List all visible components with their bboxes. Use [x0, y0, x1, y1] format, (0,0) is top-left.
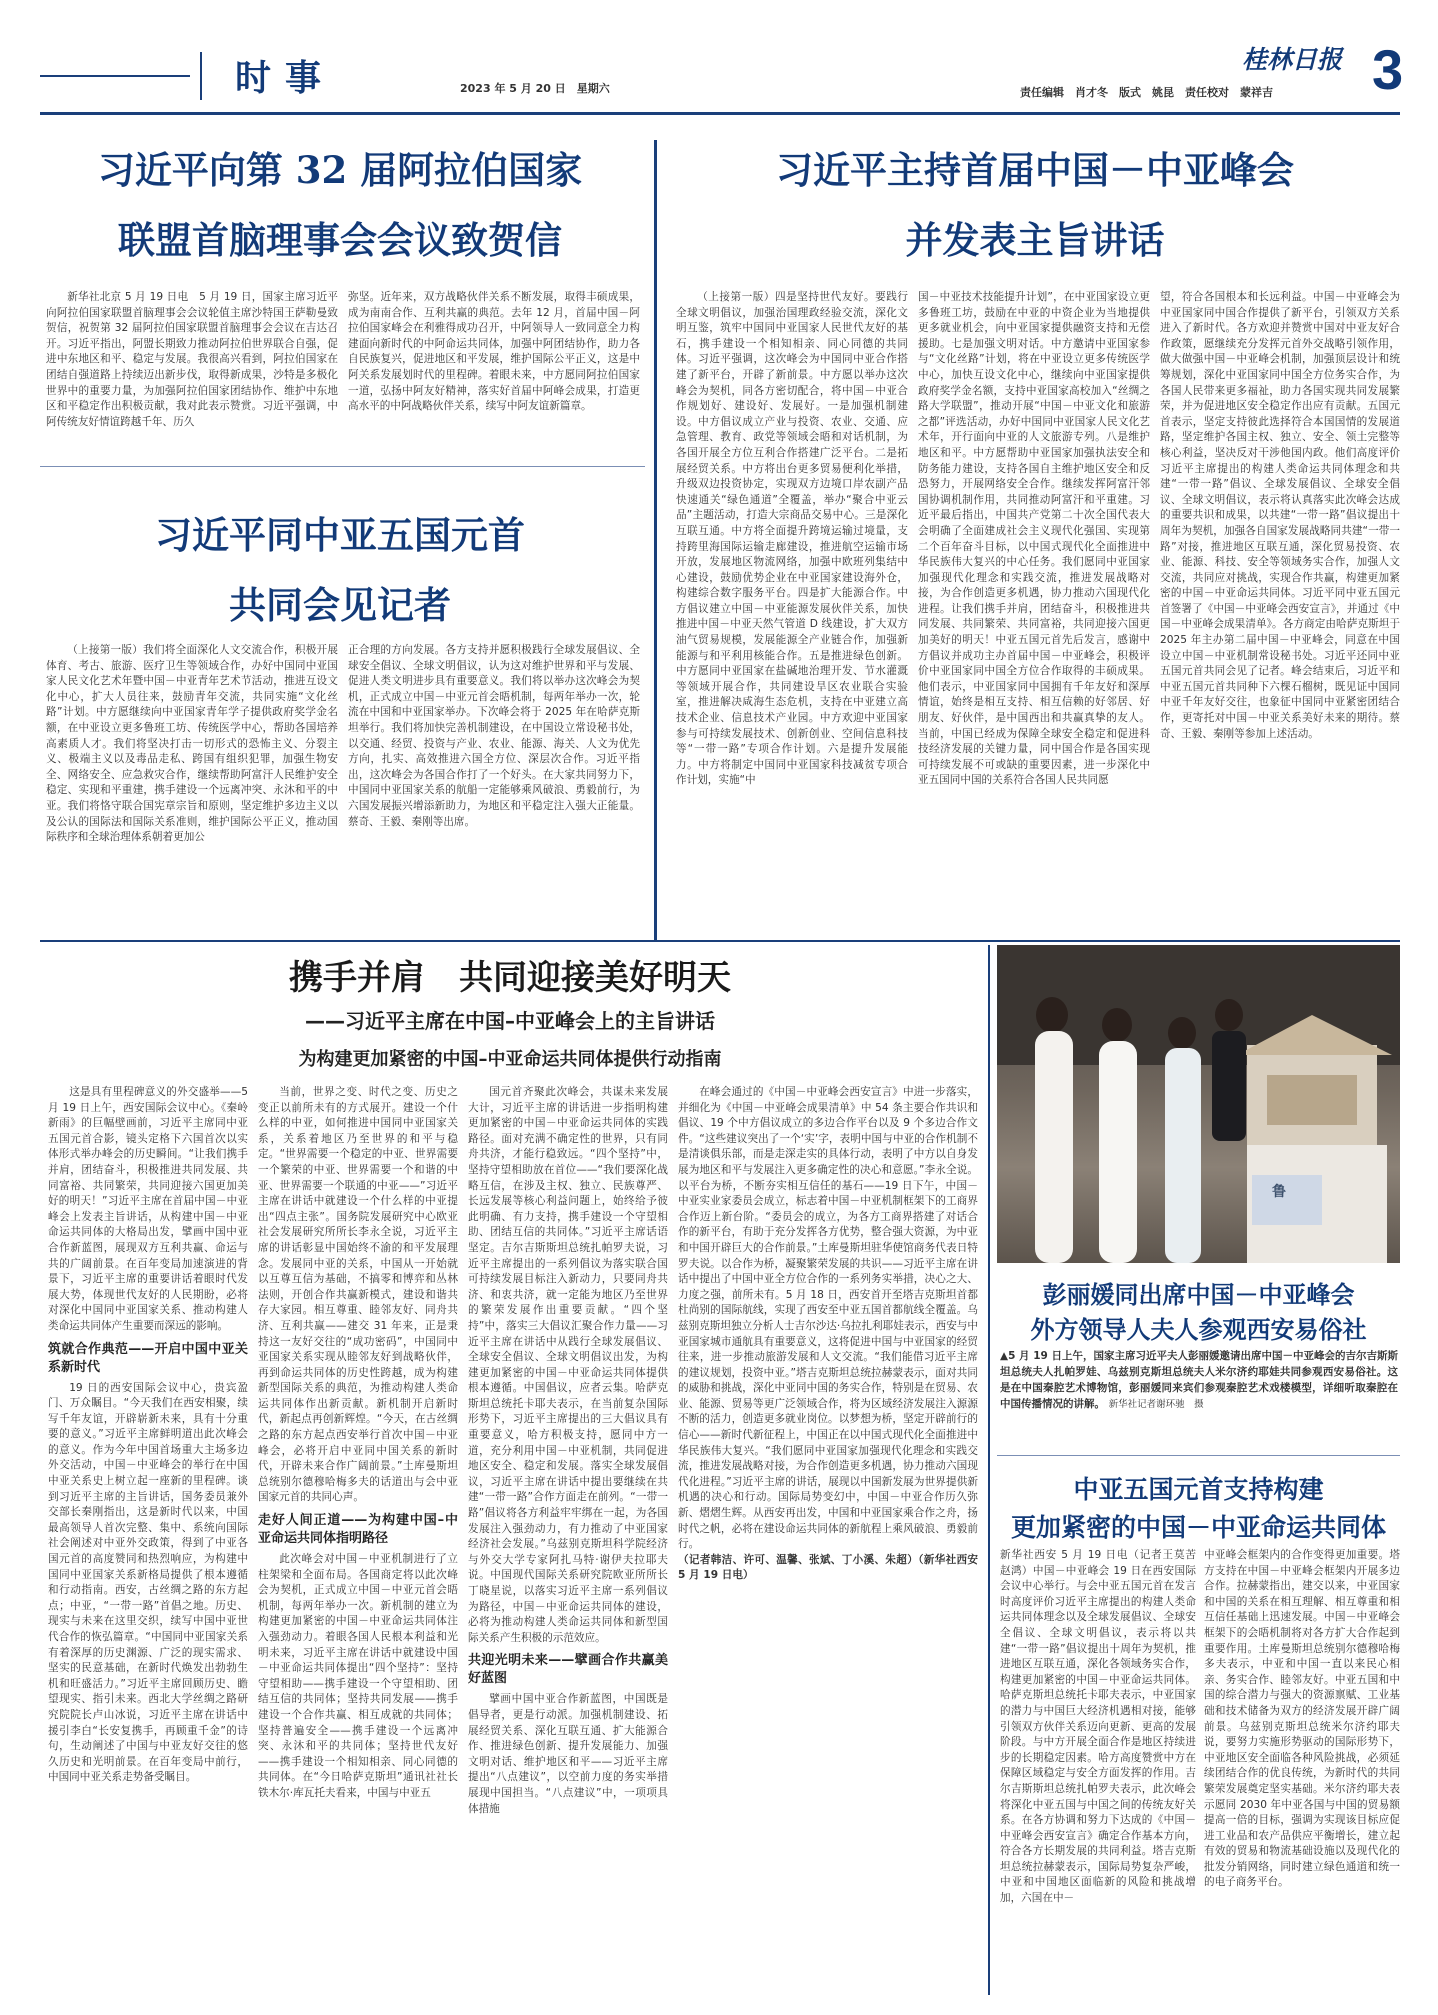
article5-column-2: 中亚峰会框架内的合作变得更加重要。塔方支持在中国－中亚峰会框架内开展多边合作。拉赫蒙指出，建交以来，中亚国家和中国的关系在相互理解、相互尊重和相互信任基础上迅速发展。中国－中亚峰会框架下的会晤机制将对各方扩大合作起到重要作用。土库曼斯坦总统别尔德穆哈梅多夫表示，中亚和中国一直以来民心相亲、务实合作、睦邻友好。中亚五国和中国的综合潜力与强大的资源禀赋、工业基础和技术储备为双方的经济发展开辟广阔前景。乌兹别克斯坦总统米尔济约耶夫说，要努力实施形势驱动的国际形势下，中亚地区安全面临各种风险挑战，必须延续团结合作的优良传统，为新时代的共同繁荣发展奠定坚实基础。米尔济约耶夫表示愿同 2030 年中亚各国与中国的贸易额提高一倍的目标，强调为实现该目标应促进工业品和农产品供应平衡增长，建立起有效的贸易和物流基础设施以及现代化的批发分销网络，同时建立绿色通道和统一的电子商务平台。: [1204, 1549, 1400, 1889]
article4-section-head-2: 走好人间正道——为构建中国–中亚命运共同体指明路径: [258, 1513, 458, 1547]
article4-column-3: 国元首齐聚此次峰会，共谋未来发展大计，习近平主席的讲话进一步指明构建更加紧密的中国－中亚命运共同体的实践路径。面对充满不确定性的世界，只有同舟共济，才能行稳致远。“四个坚持”中，坚持守望相助放在首位——“我们要深化战略互信，在涉及主权、独立、民族尊严、长远发展等核心利益问题上，始终给予彼此明确、有力支持，携手建设一个守望相助、团结互信的共同体。”习近平主席话语坚定。吉尔吉斯斯坦总统扎帕罗夫说，习近平主席提出的一系列倡议为落实联合国可持续发展目标注入新动力，只要同舟共济、和衷共济，就一定能为地区乃至世界的繁荣发展作出重要贡献。“四个坚持”中，落实三大倡议汇聚合作力量——习近平主席在讲话中从践行全球发展倡议、全球安全倡议、全球文明倡议出发，为构建更加紧密的中国－中亚命运共同体提供根本遵循。中国倡议，应者云集。哈萨克斯坦总统托卡耶夫表示，在当前复杂国际形势下，习近平主席提出的三大倡议具有重要意义，哈方积极支持，愿同中方一道，充分利用中国－中亚机制，共同促进地区安全、稳定和发展。落实全球发展倡议，习近平主席在讲话中提出要继续在共建“一带一路”合作方面走在前列。“一带一路”倡议将各方利益牢牢绑在一起，为各国发展注入强劲动力，有力推动了中亚国家经济社会发展。”乌兹别克斯坦科学院经济与外交大学专家阿扎马特·谢伊夫拉耶夫说。中国现代国际关系研究院欧亚所所长丁晓星说，以落实习近平主席一系列倡议为路径，中国－中亚命运共同体的建设，必将为推动构建人类命运共同体和新型国际关系产生积极的示范效应。 共迎光明未来——擘画合作共赢美好蓝图 擘画中国中亚合作新蓝图，中国既是倡导者，更是行动派。加强机制建设、拓展经贸关系、深化互联互通、扩大能源合作、推进绿色创新、提升发展能力、加强文明对话、维护地区和平——习近平主席提出“八点建议”，以空前力度的务实举措展现中国担当。“八点建议”中，一项项具体措施: [468, 1086, 668, 1815]
article2-column-1: （上接第一版）四是坚持世代友好。要践行全球文明倡议，加强治国理政经验交流，深化文明互鉴，筑牢中国同中亚国家人民世代友好的基石，携手建设一个相知相亲、同心同德的共同体。习近平强调，这次峰会为中国同中亚合作搭建了新平台，开辟了新前景。中方愿以举办这次峰会为契机，同各方密切配合，将中国－中亚合作规划好、建设好、发展好。一是加强机制建设。中方倡议成立产业与投资、农业、交通、应急管理、教育、政党等领域会晤和对话机制，为各国开展全方位互利合作搭建广泛平台。二是拓展经贸关系。中方将出台更多贸易便利化举措，升级双边投资协定，实现双方边境口岸农副产品快速通关“绿色通道”全覆盖，举办“聚合中亚云品”主题活动，打造大宗商品交易中心。三是深化互联互通。中方将全面提升跨境运输过境量，支持跨里海国际运输走廊建设，推进航空运输市场开放，发展地区物流网络，加强中欧班列集结中心建设，鼓励优势企业在中亚国家建设海外仓，构建综合数字服务平台。四是扩大能源合作。中方倡议建立中国－中亚能源发展伙伴关系，加快推进中国－中亚天然气管道 D 线建设，扩大双方油气贸易规模，发展能源全产业链合作，加强新能源与和平利用核能合作。五是推进绿色创新。中方愿同中亚国家在盐碱地治理开发、节水灌溉等领域开展合作，共同建设旱区农业联合实验室，推进解决咸海生态危机，支持在中亚建立高技术企业、信息技术产业园。中方欢迎中亚国家参与可持续发展技术、创新创业、空间信息科技等“一带一路”专项合作计划。六是提升发展能力。中方将制定中国同中亚国家科技减贫专项合作计划，实施“中: [676, 291, 908, 787]
article2-title-line1: 习近平主持首届中国－中亚峰会: [776, 148, 1294, 192]
article4-column-1: 这是具有里程碑意义的外交盛举——5 月 19 日上午，西安国际会议中心。《秦岭新雨》的巨幅壁画前，习近平主席同中亚五国元首合影，镜头定格下六国首次以实体形式举办峰会的历史瞬间。“让我们携手并肩，团结奋斗，积极推进共同发展、共同富裕、共同繁荣，共同迎接六国更加美好的明天！”习近平主席在首届中国－中亚峰会上发表主旨讲话，从构建中国－中亚命运共同体的大格局出发，擘画中国中亚合作新蓝图，展现双方互利共赢、命运与共的广阔前景。在百年变局加速演进的背景下，习近平主席的重要讲话着眼时代发展大势，体现世代友好的人民期盼，必将对深化中国同中亚国家关系、推动构建人类命运共同体产生重要而深远的影响。 筑就合作典范——开启中国中亚关系新时代 19 日的西安国际会议中心，贵宾盈门、万众瞩目。“今天我们在西安相聚，续写千年友谊，开辟崭新未来，具有十分重要的意义。”习近平主席鲜明道出此次峰会的意义。作为今年中国首场重大主场多边外交活动，中国－中亚峰会的举行在中国中亚关系史上树立起一座新的里程碑。谈到习近平主席的主旨讲话，国务委员兼外交部长秦刚指出，这是新时代以来，中国最高领导人首次完整、集中、系统向国际社会阐述对中亚外交政策，得到了中亚各国元首的高度赞同和热烈响应，为构建中国同中亚国家关系新格局提供了根本遵循和行动指南。西安，古丝绸之路的东方起点；中亚，“一带一路”首倡之地。历史、现实与未来在这里交织，续写中国中亚世代合作的恢弘篇章。“中国同中亚国家关系有着深厚的历史渊源、广泛的现实需求、坚实的民意基础，在新时代焕发出勃勃生机和旺盛活力。”习近平主席回顾历史、瞻望现实、指引未来。西北大学丝绸之路研究院院长卢山冰说，习近平主席在讲话中援引李白“长安复携手，再顾重千金”的诗句，生动阐述了中国与中亚友好交往的悠久历史和光明前景。在百年变局中前行，中国同中亚关系走势备受瞩目。: [48, 1086, 248, 1784]
photo-bottom-rule: [997, 1455, 1400, 1456]
masthead-divider: [200, 52, 202, 100]
paper-logo: 桂林日报: [1242, 45, 1343, 74]
photo-credit: 新华社记者谢环驰 摄: [1108, 1399, 1204, 1410]
editor-credits: 责任编辑 肖才冬 版式 姚昆 责任校对 蒙祥吉: [1020, 86, 1273, 99]
article4-byline: （记者韩洁、许可、温馨、张斌、丁小溪、朱超）（新华社西安 5 月 19 日电）: [678, 1553, 978, 1582]
article2-column-2: 国－中亚技术技能提升计划”，在中亚国家设立更多鲁班工坊，鼓励在中亚的中资企业为当地提供更多就业机会，向中亚国家提供融资支持和无偿援助。七是加强文明对话。中方邀请中亚国家参与“文化丝路”计划，将在中亚设立更多传统医学中心，加快互设文化中心，继续向中亚国家提供政府奖学金名额，支持中亚国家高校加入“丝绸之路大学联盟”，推动开展“中国－中亚文化和旅游之都”评选活动，办好中国同中亚国家人民文化艺术年，开行面向中亚的人文旅游专列。八是维护地区和平。中方愿帮助中亚国家加强执法安全和防务能力建设，支持各国自主维护地区安全和反恐努力，开展网络安全合作。继续发挥阿富汗邻国协调机制作用，共同推动阿富汗和平重建。习近平最后指出，中国共产党第二十次全国代表大会明确了全面建成社会主义现代化强国、实现第二个百年奋斗目标，以中国式现代化全面推进中华民族伟大复兴的中心任务。我们愿同中亚国家加强现代化理念和实践交流，推进发展战略对接，为合作创造更多机遇，协力推动六国现代化进程。让我们携手并肩，团结奋斗，积极推进共同发展、共同繁荣、共同富裕，共同迎接六国更加美好的明天！中亚五国元首先后发言，感谢中方倡议并成功主办首届中国－中亚峰会，积极评价中亚国家同中国全方位合作取得的丰硕成果。他们表示，中亚国家同中国拥有千年友好和深厚情谊，始终是相互支持、相互信赖的好邻居、好朋友、好伙伴，是中国西出和共赢真挚的友人。当前，中国已经成为保障全球安全稳定和促进科技经济发展的关键力量，同中国合作是各国实现可持续发展不可或缺的重要因素，进一步深化中亚五国同中国的关系符合各国人民共同愿: [918, 291, 1150, 787]
article3-column-1: （上接第一版）我们将全面深化人文交流合作，积极开展体育、考古、旅游、医疗卫生等领域合作，办好中国同中亚国家人民文化艺术年暨中国－中亚青年艺术节活动，推进互设文化中心，扩大人员往来，鼓励青年交流，共同实施“文化丝路”计划。中方愿继续向中亚国家青年学子提供政府奖学金名额，在中亚设立更多鲁班工坊、传统医学中心，帮助各国培养高素质人才。我们将坚决打击一切形式的恐怖主义、分裂主义、极端主义以及毒品走私、跨国有组织犯罪，加强生物安全、网络安全、应急救灾合作，继续帮助阿富汗人民维护安全稳定、实现和平重建，携手建设一个远离冲突、永沐和平的中亚。我们将恪守联合国宪章宗旨和原则，坚定维护多边主义以及公认的国际法和国际关系准则，维护国际公平正义，推动国际秩序和全球治理体系朝着更加公: [46, 644, 338, 844]
article1-title-line1: 习近平向第 32 届阿拉伯国家: [97, 148, 583, 192]
masthead-bottom-rule: [40, 112, 1400, 115]
article2-title-line2: 并发表主旨讲话: [905, 218, 1165, 262]
article1-column-1: 新华社北京 5 月 19 日电 5 月 19 日，国家主席习近平向阿拉伯国家联盟首脑理事会会议轮值主席沙特国王萨勒曼致贺信，祝贺第 32 届阿拉伯国家联盟首脑理事会会议在吉达召开。习近平指出，阿盟长期致力推动阿拉伯世界联合自强，促进中东地区和平、稳定与发展。我很高兴看到，阿拉伯国家在团结自强道路上持续迈出新步伐，取得新成果，沙特是多极化世界中的重要力量，为加强阿拉伯国家团结协作、维护中东地区和平稳定作出积极贡献，我对此表示赞赏。习近平强调，中阿传统友好情谊跨越千年、历久: [46, 291, 338, 428]
article4-subtitle: ——习近平主席在中国–中亚峰会上的主旨讲话: [305, 1009, 715, 1033]
bottom-column-divider: [988, 945, 990, 1995]
article5-title-line2: 更加紧密的中国－中亚命运共同体: [1010, 1513, 1386, 1542]
article4-title: 携手并肩 共同迎接美好明天: [289, 958, 731, 998]
article5-column-1: 新华社西安 5 月 19 日电（记者王莫苦 赵鸿）中国－中亚峰会 19 日在西安国际会议中心举行。与会中亚五国元首在发言时高度评价习近平主席提出的构建人类命运共同体理念以及全球发展倡议、全球安全倡议、全球文明倡议，表示将以共建“一带一路”倡议提出十周年为契机，推进地区互联互通，深化各领域务实合作，构建更加紧密的中国－中亚命运共同体。哈萨克斯坦总统托卡耶夫表示，中亚国家的潜力与中国巨大经济机遇相对接，能够引领双方伙伴关系迈向更新、更高的发展阶段。与中方开展全面合作是地区持续进步的长期稳定因素。哈方高度赞赏中方在保障区域稳定与安全方面发挥的作用。吉尔吉斯斯坦总统扎帕罗夫表示，此次峰会将深化中亚五国与中国之间的传统友好关系。在各方协调和努力下达成的《中国－中亚峰会西安宣言》确定合作基本方向，符合各方长期发展的共同利益。塔吉克斯坦总统拉赫蒙表示，国际局势复杂严峻，中亚和中国地区面临新的风险和挑战增加，六国在中－: [1000, 1549, 1207, 1905]
photo-caption: ▲5 月 19 日上午，国家主席习近平夫人彭丽媛邀请出席中国－中亚峰会的吉尔吉斯斯坦总统夫人扎帕罗娃、乌兹别克斯坦总统夫人米尔济约耶娃共同参观西安易俗社。这是在中国秦腔艺术博物馆，彭丽媛同来宾们参观秦腔艺术戏楼模型，详细听取秦腔在中国传播情况的讲解。 新华社记者谢环驰 摄: [1000, 1350, 1398, 1410]
article5-title-line1: 中亚五国元首支持构建: [1073, 1475, 1324, 1504]
article4-section-head-3: 共迎光明未来——擘画合作共赢美好蓝图: [468, 1653, 668, 1687]
photo-headline-line1: 彭丽媛同出席中国－中亚峰会: [1042, 1280, 1355, 1309]
section-title: 时事: [235, 57, 336, 99]
news-photo: [997, 945, 1400, 1263]
page-number: 3: [1372, 38, 1404, 101]
article4-deck: 为构建更加紧密的中国–中亚命运共同体提供行动指南: [298, 1049, 722, 1070]
article3-column-2: 正合理的方向发展。各方支持并愿积极践行全球发展倡议、全球安全倡议、全球文明倡议，认为这对维护世界和平与发展、促进人类文明进步具有重要意义。我们将以举办这次峰会为契机，正式成立中国－中亚元首会晤机制，每两年举办一次，轮流在中国和中亚国家举办。下次峰会将于 2025 年在哈萨克斯坦举行。我们将加快完善机制建设，在中国设立常设秘书处，以交通、经贸、投资与产业、农业、能源、海关、人文为优先方向，扎实、高效推进六国全方位、深层次合作。习近平指出，这次峰会为各国合作打了一个好头。在大家共同努力下，中国同中亚国家关系的航船一定能够乘风破浪、勇毅前行，为六国发展振兴增添新助力，为地区和平稳定注入强大正能量。蔡奇、王毅、秦刚等出席。: [348, 644, 640, 828]
photo-headline-line2: 外方领导人夫人参观西安易俗社: [1030, 1315, 1367, 1344]
article4-column-4: 在峰会通过的《中国－中亚峰会西安宣言》中进一步落实，并细化为《中国－中亚峰会成果清单》中 54 条主要合作共识和倡议、19 个中方倡议成立的多边合作平台以及 9 个多边合作文件。“这些建议突出了一个‘实’字，表明中国与中亚的合作机制不是清谈俱乐部，而是走深走实的具体行动，表明了中方以自身发展为地区和平与发展注入更多确定性的决心和意愿。”李永全说。以平台为桥，不断夯实相互信任的基石——19 日下午，中国－中亚实业家委员会成立，标志着中国－中亚机制框架下的工商界合作迈上新台阶。“委员会的成立，为各方工商界搭建了对话合作的新平台，有助于充分发挥各方优势，整合强大资源，为中亚和中国开辟巨大的合作前景。”土库曼斯坦驻华使馆商务代表日特罗夫说。以合作为桥，凝聚繁荣发展的共识——习近平主席在讲话中提出了中国中亚全方位合作的一系列务实举措，决心之大、力度之强，前所未有。5 月 18 日，西安首开至塔吉克斯坦首都杜尚别的国际航线，实现了西安至中亚五国首都航线全覆盖。乌兹别克斯坦独立分析人士吉尔沙达·乌拉扎利耶娃表示，西安与中亚国家城市通航具有重要意义，这将促进中国与中亚国家的经贸往来，进一步推动旅游发展和人文交流。“我们能借习近平主席的建议规划，投资中亚。”塔吉克斯坦总统拉赫蒙表示，面对共同的威胁和挑战，深化中亚同中国的务实合作，特别是在贸易、农业、能源、贸易等更广泛领域合作，将为区域经济发展注入源源不断的活力，创造更多就业岗位。以梦想为桥，坚定开辟前行的信心——新时代新征程上，中国正在以中国式现代化全面推进中华民族伟大复兴。“我们愿同中亚国家加强现代化理念和实践交流，推进发展战略对接，为合作创造更多机遇，协力推动六国现代化进程。”习近平主席的讲话，展现以中国新发展为世界提供新机遇的决心和行动。国际局势变幻中，中国－中亚合作历久弥新、熠熠生辉。从西安再出发，中国和中亚国家乘合作之舟，扬时代之帆，必将在建设命运共同体的新航程上乘风破浪、勇毅前行。 （记者韩洁、许可、温馨、张斌、丁小溪、朱超）（新华社西安 5 月 19 日电）: [678, 1085, 978, 1990]
issue-date: 2023 年 5 月 20 日 星期六: [460, 82, 610, 95]
photo-display-sign-text: 鲁: [1272, 1184, 1286, 1200]
top-column-divider: [654, 140, 657, 940]
photo-scene-illustration: [997, 945, 1400, 1263]
article1-divider: [40, 466, 645, 467]
article3-title-line1: 习近平同中亚五国元首: [155, 513, 525, 557]
mid-page-rule: [40, 940, 1400, 942]
article1-title-line2: 联盟首脑理事会会议致贺信: [118, 218, 562, 262]
masthead-left-rule: [40, 75, 190, 77]
article3-title-line2: 共同会见记者: [229, 583, 451, 627]
article4-section-head-1: 筑就合作典范——开启中国中亚关系新时代: [48, 1341, 248, 1375]
article4-column-2: 当前，世界之变、时代之变、历史之变正以前所未有的方式展开。建设一个什么样的中亚，如何推进中国同中亚国家关系，关系着地区乃至世界的和平与稳定。“世界需要一个稳定的中亚、世界需要一个繁荣的中亚、世界需要一个和谐的中亚、世界需要一个联通的中亚——”习近平主席在讲话中就建设一个什么样的中亚提出“四点主张”。国务院发展研究中心欧亚社会发展研究所所长李永全说，习近平主席的讲话彰显中国始终不渝的和平发展理念。发展同中亚的关系，中国从一开始就以互尊互信为基础，不搞零和博弈和丛林法则，开创合作共赢新模式，建设和谐共存大家园。相互尊重、睦邻友好、同舟共济、互利共赢——建交 31 年来，正是秉持这一友好交往的“成功密码”，中国同中亚国家关系实现从睦邻友好到战略伙伴，再到命运共同体的历史性跨越，成为构建新型国际关系的典范，为推动构建人类命运共同体作出新贡献。新机制开启新时代，新起点再创新辉煌。“今天，在古丝绸之路的东方起点西安举行首次中国－中亚峰会，必将开启中亚同中国关系的新时代，开辟未来合作广阔前景。”土库曼斯坦总统别尔德穆哈梅多夫的话道出与会中亚国家元首的共同心声。 走好人间正道——为构建中国–中亚命运共同体指明路径 此次峰会对中国－中亚机制进行了立柱架梁和全面布局。各国商定将以此次峰会为契机，正式成立中国－中亚元首会晤机制，每两年举办一次。新机制的建立为构建更加紧密的中国－中亚命运共同体注入强劲动力。着眼各国人民根本利益和光明未来，习近平主席在讲话中就建设中国－中亚命运共同体提出“四个坚持”：坚持守望相助——携手建设一个守望相助、团结互信的共同体；坚持共同发展——携手建设一个合作共赢、相互成就的共同体；坚持普遍安全——携手建设一个远离冲突、永沐和平的共同体；坚持世代友好——携手建设一个相知相亲、同心同德的共同体。在“今日哈萨克斯坦”通讯社社长铁木尔·库瓦托夫看来，中国与中亚五: [258, 1086, 458, 1799]
article1-column-2: 弥坚。近年来，双方战略伙伴关系不断发展，取得丰硕成果，成为南南合作、互利共赢的典范。去年 12 月，首届中国－阿拉伯国家峰会在利雅得成功召开，中阿领导人一致同意全力构建面向新时代的中阿命运共同体，加强中阿团结协作，助力各自民族复兴，促进地区和平发展，维护国际公平正义，这是中阿关系发展划时代的里程碑。着眼未来，中方愿同阿拉伯国家一道，弘扬中阿友好精神，落实好首届中阿峰会成果，打造更高水平的中阿战略伙伴关系，续写中阿友谊新篇章。: [348, 291, 640, 413]
article2-column-3: 望，符合各国根本和长远利益。中国－中亚峰会为中亚国家同中国合作提供了新平台，引领双方关系进入了新时代。各方欢迎并赞赏中国对中亚友好合作政策，愿继续充分发挥元首外交战略引领作用，做大做强中国－中亚峰会机制，加强顶层设计和统筹规划，深化中亚国家同中国全方位务实合作，为各国人民带来更多福祉，助力各国实现共同发展繁荣，并为促进地区安全稳定作出应有贡献。五国元首表示，坚定支持彼此选择符合本国国情的发展道路，坚定维护各国主权、独立、安全、领土完整等核心利益，坚决反对干涉他国内政。他们高度评价习近平主席提出的构建人类命运共同体理念和共建“一带一路”倡议、全球发展倡议、全球安全倡议、全球文明倡议，表示将认真落实此次峰会达成的重要共识和成果，以共建“一带一路”倡议提出十周年为契机，加强各自国家发展战略同共建“一带一路”对接，推进地区互联互通，深化贸易投资、农业、能源、科技、安全等领域务实合作，加强人文交流，共同应对挑战，实现合作共赢，构建更加紧密的中国－中亚命运共同体。习近平同中亚五国元首签署了《中国－中亚峰会西安宣言》，并通过《中国－中亚峰会成果清单》。各方商定由哈萨克斯坦于 2025 年主办第二届中国－中亚峰会，同意在中国设立中国－中亚机制常设秘书处。习近平还同中亚五国元首共同会见了记者。峰会结束后，习近平和中亚五国元首共同种下六棵石榴树，既见证中国同中亚千年友好交往，也象征中国同中亚紧密团结合作，更寄托对中国－中亚关系美好未来的期待。蔡奇、王毅、秦刚等参加上述活动。: [1160, 291, 1400, 740]
